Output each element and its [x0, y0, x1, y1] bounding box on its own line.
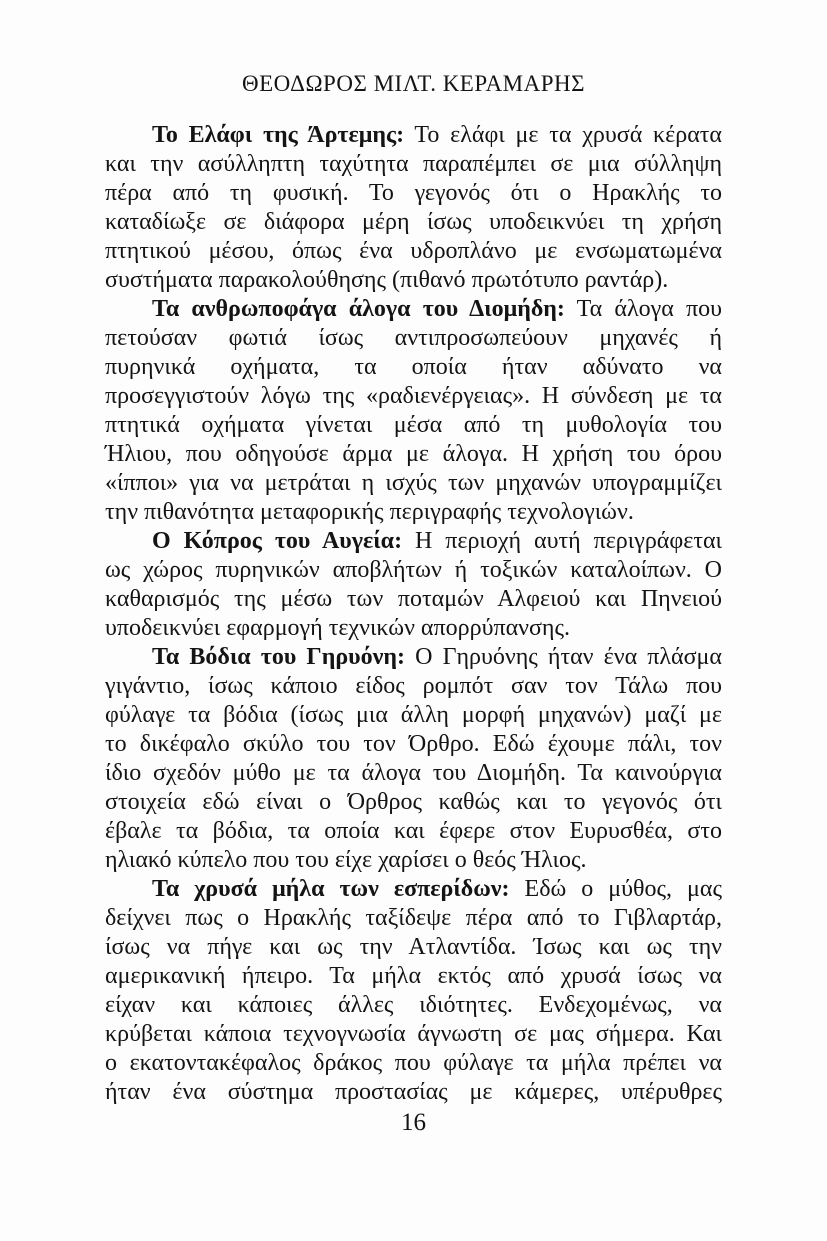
- text-line: έβαλε τα βόδια, τα οποία και έφερε στον Ευρυσθέα, στο: [105, 818, 722, 844]
- text-line: συστήματα παρακολούθησης (πιθανό πρωτότυπο ραντάρ).: [105, 267, 669, 293]
- running-header: ΘΕΟΔΩΡΟΣ ΜΙΛΤ. ΚΕΡΑΜΑΡΗΣ: [241, 71, 586, 96]
- text-line: το δικέφαλο σκύλο του τον Όρθρο. Εδώ έχουμε πάλι, τον: [105, 731, 722, 757]
- text-line: Το Ελάφι της Άρτεμης: Το ελάφι με τα χρυσά κέρατα: [152, 122, 722, 148]
- text-line: ο εκατοντακέφαλος δράκος που φύλαγε τα μήλα πρέπει να: [105, 1050, 722, 1076]
- text-line: ίδιο σχεδόν μύθο με τα άλογα του Διομήδη. Τα καινούργια: [105, 760, 722, 786]
- text-line: στοιχεία εδώ είναι ο Όρθρος καθώς και το γεγονός ότι: [105, 789, 722, 815]
- paragraph-lead: Τα χρυσά μήλα των εσπερίδων:: [152, 876, 510, 902]
- text-line: καταδίωξε σε διάφορα μέρη ίσως υποδεικνύει τη χρήση: [105, 209, 722, 235]
- page-number: 16: [401, 1109, 426, 1136]
- paragraph-lead: Τα ανθρωποφάγα άλογα του Διομήδη:: [152, 296, 565, 322]
- text-line: ίσως να πήγε και ως την Ατλαντίδα. Ίσως και ως την: [105, 934, 722, 960]
- text-line: και την ασύλληπτη ταχύτητα παραπέμπει σε μια σύλληψη: [105, 151, 722, 177]
- paragraph-lead: Το Ελάφι της Άρτεμης:: [152, 122, 405, 148]
- paragraph: [105, 295, 722, 527]
- text-line: πυρηνικά οχήματα, τα οποία ήταν αδύνατο να: [105, 354, 722, 380]
- text-line: πτητικού μέσου, όπως ένα υδροπλάνο με ενσωματωμένα: [105, 238, 722, 264]
- paragraph: [105, 875, 722, 1107]
- text-line: Ο Κόπρος του Αυγεία: Η περιοχή αυτή περιγράφεται: [152, 528, 722, 554]
- text-line: καθαρισμός της μέσω των ποταμών Αλφειού και Πηνειού: [105, 586, 722, 612]
- paragraph: [105, 527, 722, 643]
- text-line: πέρα από τη φυσική. Το γεγονός ότι ο Ηρακλής το: [105, 180, 722, 206]
- text-line: είχαν και κάποιες άλλες ιδιότητες. Ενδεχομένως, να: [105, 992, 722, 1018]
- text-line: προσεγγιστούν λόγω της «ραδιενέργειας». Η σύνδεση με τα: [105, 383, 722, 409]
- text-line: Τα χρυσά μήλα των εσπερίδων: Εδώ ο μύθος, μας: [152, 876, 722, 902]
- text-line: πτητικά οχήματα γίνεται μέσα από τη μυθολογία του: [105, 412, 722, 438]
- paragraph-lead: Τα Βόδια του Γηρυόνη:: [152, 644, 405, 670]
- text-line: Τα ανθρωποφάγα άλογα του Διομήδη: Τα άλογα που: [152, 296, 722, 322]
- text-line: κρύβεται κάποια τεχνογνωσία άγνωστη σε μας σήμερα. Και: [105, 1021, 722, 1047]
- paragraph: [105, 121, 722, 295]
- text-line: υποδεικνύει εφαρμογή τεχνικών απορρύπανσης.: [105, 615, 570, 641]
- text-column: [105, 121, 722, 1107]
- text-line: δείχνει πως ο Ηρακλής ταξίδεψε πέρα από το Γιβλαρτάρ,: [105, 905, 722, 931]
- text-line: ως χώρος πυρηνικών αποβλήτων ή τοξικών καταλοίπων. Ο: [105, 557, 722, 583]
- text-line: «ίπποι» για να μετράται η ισχύς των μηχανών υπογραμμίζει: [105, 470, 722, 496]
- text-line: την πιθανότητα μεταφορικής περιγραφής τεχνολογιών.: [105, 499, 634, 525]
- text-line: Τα Βόδια του Γηρυόνη: Ο Γηρυόνης ήταν ένα πλάσμα: [152, 644, 722, 670]
- text-line: ηλιακό κύπελο που του είχε χαρίσει ο θεός Ήλιος.: [105, 847, 587, 873]
- text-line: αμερικανική ήπειρο. Τα μήλα εκτός από χρυσά ίσως να: [105, 963, 722, 989]
- text-line: Ήλιου, που οδηγούσε άρμα με άλογα. Η χρήση του όρου: [105, 441, 722, 467]
- text-line: πετούσαν φωτιά ίσως αντιπροσωπεύουν μηχανές ή: [105, 325, 722, 351]
- text-line: γιγάντιο, ίσως κάποιο είδος ρομπότ σαν τον Τάλω που: [105, 673, 722, 699]
- paragraph-lead: Ο Κόπρος του Αυγεία:: [152, 528, 403, 554]
- text-line: ήταν ένα σύστημα προστασίας με κάμερες, υπέρυθρες: [105, 1079, 722, 1105]
- text-line: φύλαγε τα βόδια (ίσως μια άλλη μορφή μηχανών) μαζί με: [105, 702, 722, 728]
- paragraph: [105, 643, 722, 875]
